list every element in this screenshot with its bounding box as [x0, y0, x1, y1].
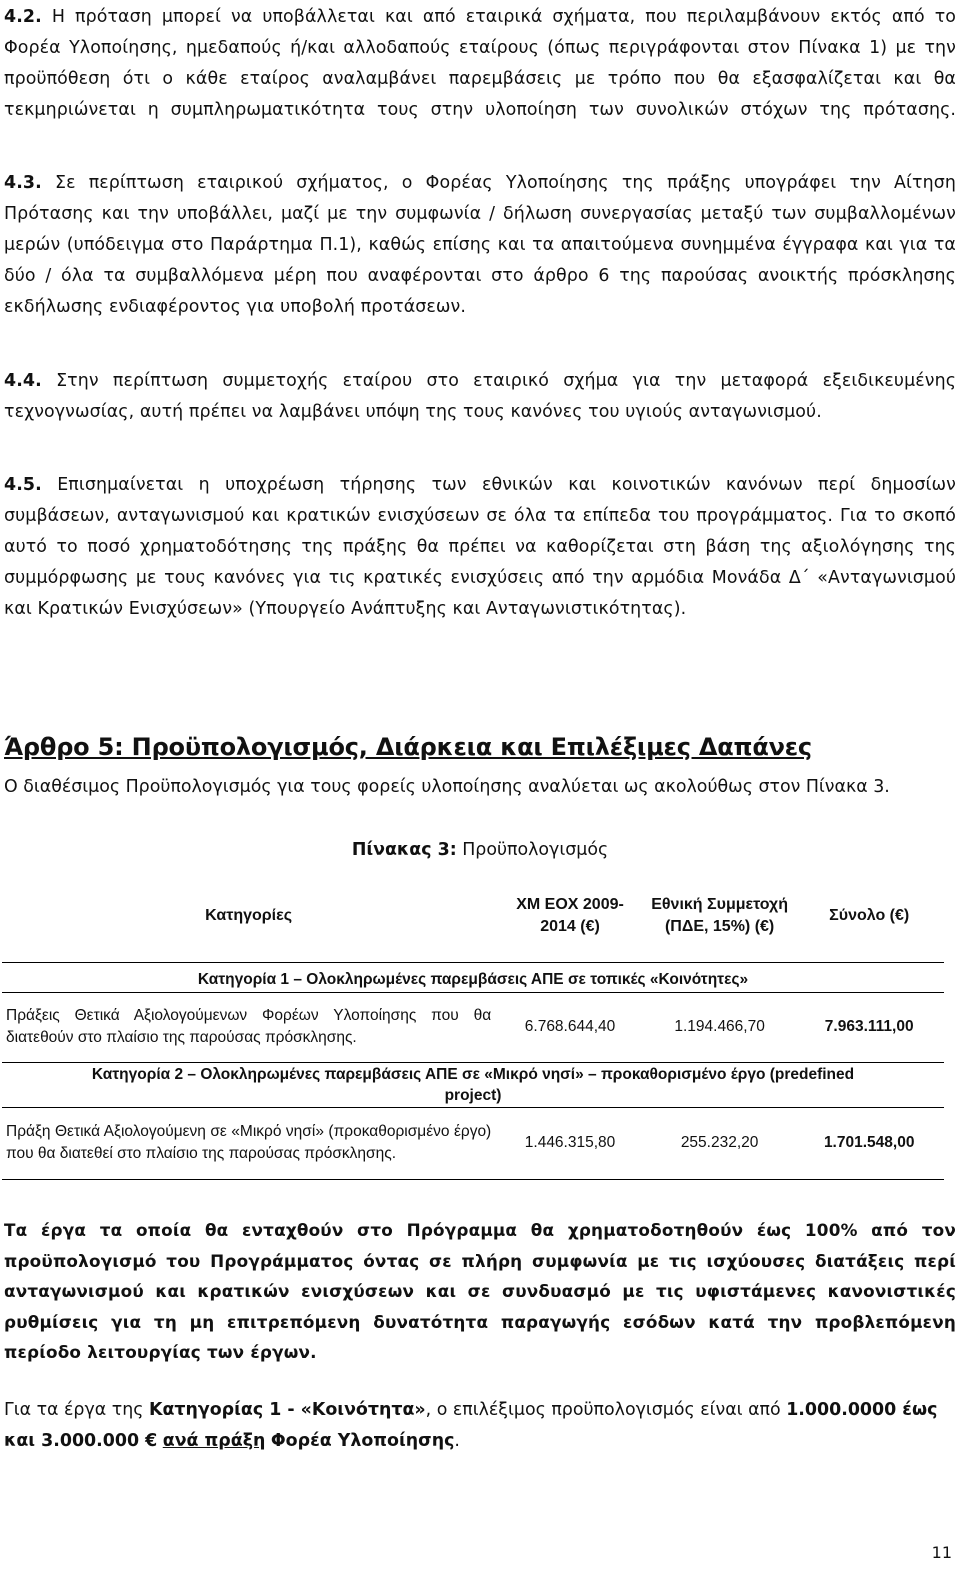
header-eea: ΧΜ ΕΟΧ 2009-2014 (€) — [495, 870, 645, 962]
paragraph-text: Η πρόταση μπορεί να υποβάλλεται και από εταιρικά σχήματα, που περιλαμβάνουν εκτός από το Φορέα Υλοποίησης, ημεδαπούς ή/και αλλοδαπούς εταίρους (όπως περιγράφονται στον Πίνακα 1) με την προϋπόθεση ότι ο κάθε εταίρος αναλαμβάνει παρεμβάσεις με τρόπο που θα εξασφαλίζεται και θα τεκμηριώνεται η συμπληρωματικότητα τους στην υλοποίηση των συνολικών στόχων της πρότασης. — [4, 7, 957, 120]
page-number: 11 — [931, 1543, 952, 1562]
category-row — [2, 1062, 944, 1107]
paragraph-number: 4.4. — [4, 371, 42, 391]
header-total: Σύνολο (€) — [794, 870, 944, 962]
table-caption-label: Πίνακας 3: — [351, 840, 457, 860]
text-fragment: , ο επιλέξιμος προϋπολογισμός είναι από — [425, 1400, 787, 1420]
paragraph-number: 4.5. — [4, 475, 42, 495]
budget-range: 1.000.0000 έως και 3.000.000 € — [4, 1400, 938, 1451]
text-fragment: . — [454, 1431, 460, 1451]
category-1-label: Κατηγορία 1 – Ολοκληρωμένες παρεμβάσεις ΑΠΕ σε τοπικές «Κοινότητες» — [2, 962, 944, 992]
table-row — [2, 1107, 944, 1179]
paragraph-4-2 — [4, 2, 956, 126]
row-national-amount: 1.194.466,70 — [674, 1018, 765, 1035]
per-action-phrase: ανά πράξη — [162, 1431, 266, 1451]
implementing-body: Φορέα Υλοποίησης — [270, 1431, 455, 1451]
row-description: Πράξη Θετικά Αξιολογούμενη σε «Μικρό νησί» (προκαθορισμένο έργο) που θα διατεθεί στο πλαίσιο της παρούσας πρόσκλησης. — [2, 1107, 495, 1179]
paragraph-4-5 — [4, 470, 956, 625]
row-national-amount: 255.232,20 — [645, 1107, 795, 1179]
header-national: Εθνική Συμμετοχή (ΠΔΕ, 15%) (€) — [645, 870, 795, 962]
row-eea-amount: 6.768.644,40 — [524, 1018, 616, 1035]
header-categories: Κατηγορίες — [2, 870, 495, 962]
row-eea-amount: 1.446.315,80 — [495, 1107, 645, 1179]
table-row — [2, 992, 944, 1062]
table-caption — [0, 840, 960, 860]
paragraph-4-3 — [4, 168, 956, 323]
text-fragment: Για τα έργα της — [4, 1400, 149, 1420]
budget-table — [2, 870, 944, 1180]
row-total-amount: 1.701.548,00 — [794, 1107, 944, 1179]
paragraph-text: Επισημαίνεται η υποχρέωση τήρησης των εθνικών και κοινοτικών κανόνων περί δημοσίων συμβάσεων, ανταγωνισμού και κρατικών ενισχύσεων σε όλα τα επίπεδα του προγράμματος. Για το σκοπό αυτό το ποσό χρηματοδότησης της πράξης θα πρέπει να καθορίζεται στη βάση της αξιολόγησης της συμμόρφωσης με τους κανόνες για τις κρατικές ενισχύσεις από την αρμόδια Μονάδα Δ΄ «Ανταγωνισμού και Κρατικών Ενισχύσεων» (Υπουργείο Ανάπτυξης και Ανταγωνιστικότητας). — [4, 475, 956, 619]
funding-statement: Τα έργα τα οποία θα ενταχθούν στο Πρόγραμμα θα χρηματοδοτηθούν έως 100% από τον προϋπολογισμό του Προγράμματος όντας σε πλήρη συμφωνία με τις ισχύουσες διατάξεις περί ανταγωνισμού και κρατικών ενισχύσεων και σε συνδυασμό με τις υφιστάμενες κανονιστικές ρυθμίσεις για τη μη επιτρεπόμενη δυνατότητα παραγωγής εσόδων κατά την προβλεπόμενη περίοδο λειτουργίας των έργων. — [4, 1220, 956, 1362]
category-2-label: Κατηγορία 2 – Ολοκληρωμένες παρεμβάσεις ΑΠΕ σε «Μικρό νησί» – προκαθορισμένο έργο (predefined project) — [2, 1062, 944, 1107]
row-total-amount: 7.963.111,00 — [824, 1018, 914, 1035]
paragraph-text: Σε περίπτωση εταιρικού σχήματος, ο Φορέας Υλοποίησης της πράξης υπογράφει την Αίτηση Πρότασης και την υποβάλλει, μαζί με την συμφωνία / δήλωση συνεργασίας μεταξύ των συμβαλλομένων μερών (υπόδειγμα στο Παράρτημα Π.1), καθώς επίσης και τα απαιτούμενα συνημμένα έγγραφα και για τα δύο / όλα τα συμβαλλόμενα μέρη που αναφέρονται στο άρθρο 6 της παρούσας ανοικτής πρόσκλησης εκδήλωσης ενδιαφέροντος για υποβολή προτάσεων. — [4, 173, 956, 317]
article-intro: Ο διαθέσιμος Προϋπολογισμός για τους φορείς υλοποίησης αναλύεται ως ακολούθως στον Πίνακα 3. — [4, 777, 890, 797]
category-row — [2, 962, 944, 992]
table-header-row — [2, 870, 944, 962]
table-caption-text: Προϋπολογισμός — [456, 840, 609, 860]
category-reference: Κατηγορίας 1 - «Κοινότητα» — [148, 1400, 426, 1420]
paragraph-4-4 — [4, 366, 956, 428]
eligible-budget-statement — [4, 1395, 956, 1457]
row-description: Πράξεις Θετικά Αξιολογούμενων Φορέων Υλοποίησης που θα διατεθούν στο πλαίσιο της παρούσας πρόσκλησης. — [6, 1007, 492, 1046]
article-heading: Άρθρο 5: Προϋπολογισμός, Διάρκεια και Επιλέξιμες Δαπάνες — [4, 733, 812, 761]
paragraph-text: Στην περίπτωση συμμετοχής εταίρου στο εταιρικό σχήμα για την μεταφορά εξειδικευμένης τεχνογνωσίας, αυτή πρέπει να λαμβάνει υπόψη της τους κανόνες του υγιούς ανταγωνισμού. — [4, 371, 956, 422]
paragraph-number: 4.3. — [4, 173, 42, 193]
paragraph-number: 4.2. — [4, 7, 42, 27]
